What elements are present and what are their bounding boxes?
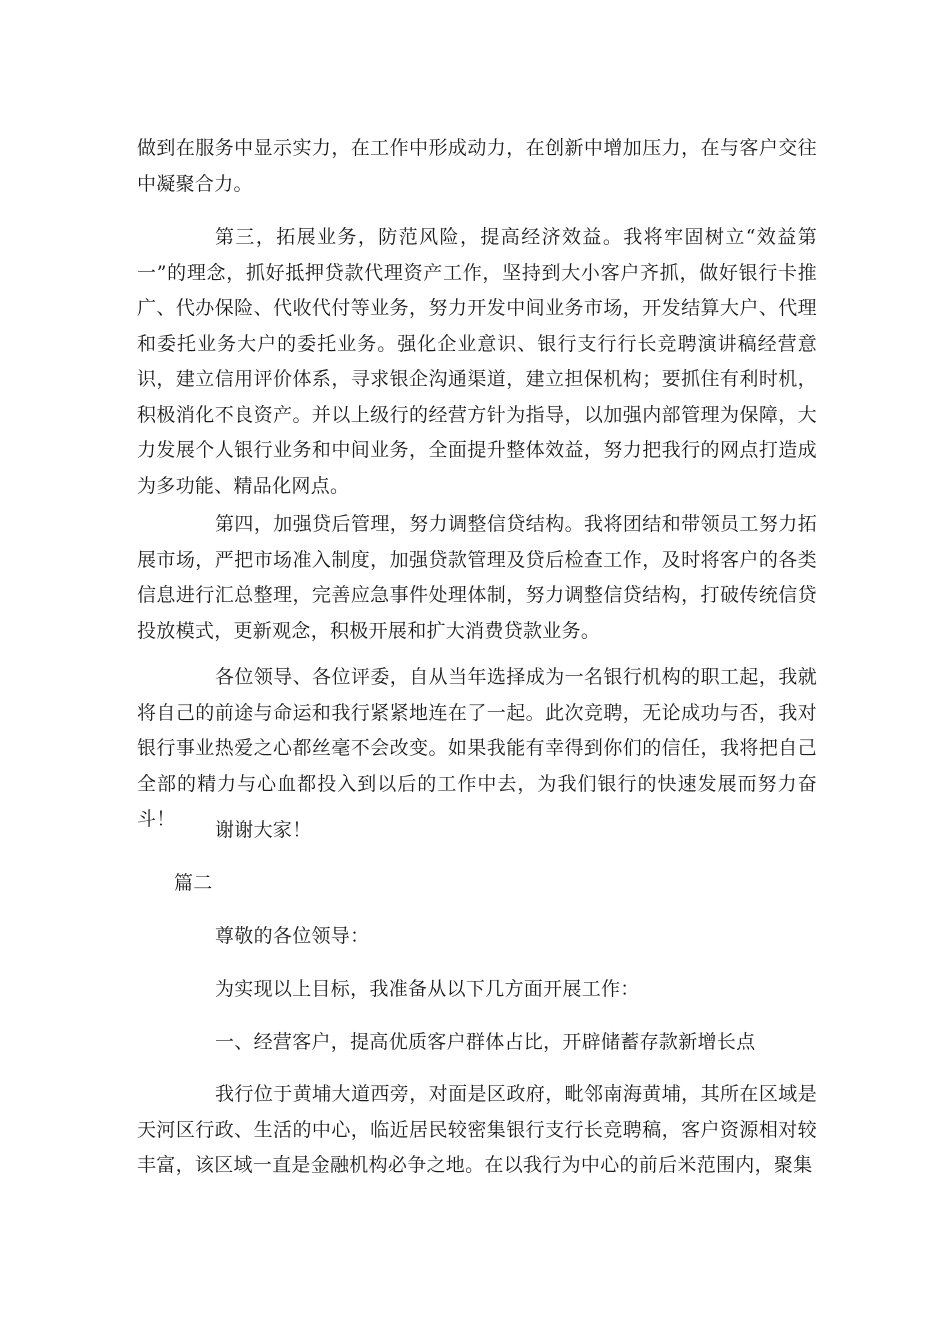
section-heading-part-two: 篇二 — [174, 872, 213, 894]
paragraph-fourth-point: 第四，加强贷后管理，努力调整信贷结构。我将团结和带领员工努力拓展市场，严把市场准入制度，加强贷款管理及贷后检查工作，及时将客户的各类信息进行汇总整理，完善应急事件处理体制，努力调整信贷结构，打破传统信贷投放模式，更新观念，积极开展和扩大消费贷款业务。 — [137, 513, 817, 642]
paragraph-heading-one: 一、经营客户，提高优质客户群体占比，开辟储蓄存款新增长点 — [215, 1031, 756, 1053]
paragraph-salutation: 尊敬的各位领导： — [215, 925, 370, 947]
paragraph-continuation: 做到在服务中显示实力，在工作中形成动力，在创新中增加压力，在与客户交往中凝聚合力。 — [137, 137, 817, 195]
paragraph-intro: 为实现以上目标，我准备从以下几方面开展工作： — [215, 978, 640, 1000]
paragraph-closing-remarks: 各位领导、各位评委，自从当年选择成为一名银行机构的职工起，我就将自己的前途与命运和我行紧紧地连在了一起。此次竞聘，无论成功与否，我对银行事业热爱之心都丝毫不会改变。如果我能有幸得到你们的信任，我将把自己全部的精力与心血都投入到以后的工作中去，为我们银行的快速发展而努力奋斗！ — [137, 666, 817, 830]
paragraph-thanks: 谢谢大家！ — [215, 819, 312, 841]
paragraph-location: 我行位于黄埔大道西旁，对面是区政府，毗邻南海黄埔，其所在区域是天河区行政、生活的中心，临近居民较密集银行支行长竞聘稿，客户资源相对较丰富，该区域一直是金融机构必争之地。在以我行为中心的前后米范围内，聚集 — [137, 1083, 817, 1176]
paragraph-third-point: 第三，拓展业务，防范风险，提高经济效益。我将牢固树立“效益第一”的理念，抓好抵押贷款代理资产工作，坚持到大小客户齐抓，做好银行卡推广、代办保险、代收代付等业务，努力开发中间业务市场，开发结算大户、代理和委托业务大户的委托业务。强化企业意识、银行支行行长竞聘演讲稿经营意识，建立信用评价体系，寻求银企沟通渠道，建立担保机构；要抓住有利时机，积极消化不良资产。并以上级行的经营方针为指导，以加强内部管理为保障，大力发展个人银行业务和中间业务，全面提升整体效益，努力把我行的网点打造成为多功能、精品化网点。 — [137, 226, 817, 497]
